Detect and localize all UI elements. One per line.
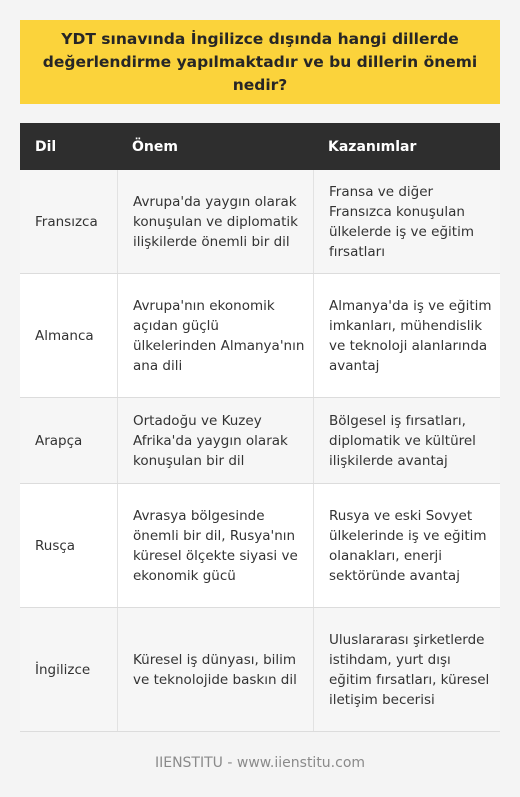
cell-kazanim: Rusya ve eski Sovyet ülkelerinde iş ve eğitim olanakları, enerji sektöründe avantaj — [313, 484, 500, 607]
table-row — [20, 608, 500, 732]
cell-dil: Almanca — [35, 327, 94, 344]
language-table — [20, 123, 500, 732]
cell-dil: Arapça — [35, 432, 83, 449]
cell-onem: Avrupa'da yaygın olarak konuşulan ve diplomatik ilişkilerde önemli bir dil — [117, 170, 313, 273]
table-row — [20, 170, 500, 274]
table-header-row — [20, 123, 500, 170]
cell-onem: Ortadoğu ve Kuzey Afrika'da yaygın olarak konuşulan bir dil — [117, 398, 313, 483]
cell-onem: Avrasya bölgesinde önemli bir dil, Rusya'nın küresel ölçekte siyasi ve ekonomik gücü — [117, 484, 313, 607]
cell-kazanim: Almanya'da iş ve eğitim imkanları, mühendislik ve teknoloji alanlarında avantaj — [313, 274, 500, 397]
table-row — [20, 274, 500, 398]
header-dil: Dil — [35, 138, 57, 155]
footer-credit: IIENSTITU - www.iienstitu.com — [154, 755, 366, 771]
header-kazanimlar: Kazanımlar — [328, 138, 417, 155]
cell-kazanim: Uluslararası şirketlerde istihdam, yurt dışı eğitim fırsatları, küresel iletişim becerisi — [313, 608, 500, 731]
cell-kazanim: Bölgesel iş fırsatları, diplomatik ve kültürel ilişkilerde avantaj — [313, 398, 500, 483]
cell-dil: Rusça — [35, 537, 76, 554]
cell-onem: Küresel iş dünyası, bilim ve teknolojide baskın dil — [117, 608, 313, 731]
cell-kazanim: Fransa ve diğer Fransızca konuşulan ülkelerde iş ve eğitim fırsatları — [313, 170, 500, 273]
cell-dil: İngilizce — [35, 661, 91, 678]
page-title: YDT sınavında İngilizce dışında hangi dillerde değerlendirme yapılmaktadır ve bu dillerin önemi nedir? — [20, 20, 500, 104]
cell-dil: Fransızca — [35, 213, 98, 230]
cell-onem: Avrupa'nın ekonomik açıdan güçlü ülkelerinden Almanya'nın ana dili — [117, 274, 313, 397]
table-row — [20, 398, 500, 484]
table-row — [20, 484, 500, 608]
header-onem: Önem — [132, 138, 178, 155]
